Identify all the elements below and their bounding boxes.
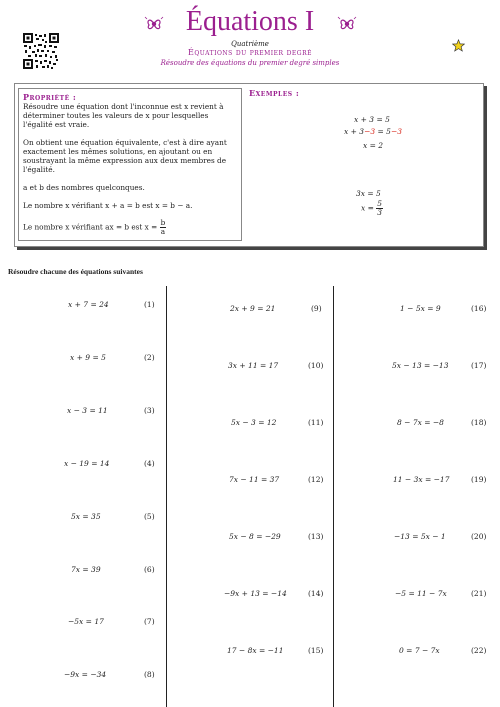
exercise-equation: 1 − 5x = 9 (400, 304, 441, 313)
exercise-equation: −9x + 13 = −14 (224, 589, 287, 598)
exercise-number: (4) (144, 459, 155, 468)
exercise-equation: 0 = 7 − 7x (399, 646, 440, 655)
exercise-number: (2) (144, 353, 155, 362)
instruction-heading: Résoudre chacune des équations suivantes (8, 267, 143, 276)
exercise-number: (13) (308, 532, 324, 541)
fraction-numerator: 5 (377, 199, 383, 208)
exercise-equation: 5x = 35 (71, 512, 101, 521)
objective: Résoudre des équations du premier degré simples (160, 59, 340, 67)
column-divider (333, 286, 334, 707)
subtitle: Équations du premier degré (187, 48, 312, 57)
column-divider (166, 286, 167, 707)
exercise-number: (3) (144, 406, 155, 415)
property-paragraph-3: a et b des nombres quelconques. (23, 183, 145, 192)
exercise-number: (11) (308, 418, 324, 427)
example2-prefix: x = (361, 203, 374, 213)
exercise-number: (7) (144, 617, 155, 626)
example1-lhs: x + 3 (344, 127, 365, 136)
property-rule-multiplication (23, 219, 237, 236)
rule-prefix: Le nombre x vérifiant ax = b est x = (23, 222, 158, 232)
exercise-number: (10) (308, 361, 324, 370)
exercise-number: (8) (144, 670, 155, 679)
exercise-equation: 7x − 11 = 37 (229, 475, 280, 484)
flower-ornament-icon (337, 15, 357, 37)
exercise-equation: x − 3 = 11 (67, 406, 108, 415)
level-label: Quatrième (231, 40, 269, 48)
exercise-number: (19) (471, 475, 487, 484)
example1-rhs: = 5 (375, 127, 391, 136)
property-box (18, 88, 242, 241)
exercise-equation: 5x − 3 = 12 (231, 418, 277, 427)
exercise-number: (15) (308, 646, 324, 655)
exercise-equation: 5x − 8 = −29 (229, 532, 281, 541)
fraction-denominator: a (160, 227, 166, 236)
exercise-equation: 3x + 11 = 17 (228, 361, 279, 370)
fraction-b-over-a (160, 219, 167, 236)
exercise-number: (9) (311, 304, 322, 313)
exercise-equation: x − 19 = 14 (64, 459, 110, 468)
exercise-number: (6) (144, 565, 155, 574)
fraction-numerator: b (160, 218, 166, 227)
exercise-equation: −5x = 17 (68, 617, 104, 626)
exercise-equation: 5x − 13 = −13 (392, 361, 449, 370)
exercise-number: (20) (471, 532, 487, 541)
exercise-equation: −13 = 5x − 1 (394, 532, 446, 541)
exercise-number: (14) (308, 589, 324, 598)
exercise-equation: −5 = 11 − 7x (395, 589, 447, 598)
example1-line3: x = 2 (363, 141, 384, 150)
property-rule-addition: Le nombre x vérifiant x + a = b est x = b − a. (23, 201, 193, 210)
exercise-equation: x + 9 = 5 (70, 353, 106, 362)
property-paragraph-1: Résoudre une équation dont l'inconnue est x revient à déterminer toutes les valeurs de x pour lesquelles l'égalité est vraie. (23, 102, 224, 129)
exercise-equation: 7x = 39 (71, 565, 101, 574)
example1-subtract-left: −3 (364, 127, 376, 136)
exercise-equation: 2x + 9 = 21 (230, 304, 276, 313)
exercise-equation: x + 7 = 24 (68, 300, 109, 309)
example1-line2 (344, 127, 402, 136)
property-heading: Propriété : (23, 92, 77, 102)
example1-line1: x + 3 = 5 (354, 115, 390, 124)
exercise-equation: 11 − 3x = −17 (393, 475, 450, 484)
examples-heading: Exemples : (249, 88, 300, 98)
exercise-number: (16) (471, 304, 487, 313)
example2-line2 (361, 200, 383, 217)
example2-line1: 3x = 5 (356, 189, 381, 198)
example1-subtract-right: −3 (390, 127, 403, 136)
exercise-number: (5) (144, 512, 155, 521)
exercise-number: (22) (471, 646, 487, 655)
property-paragraph-2: On obtient une équation équivalente, c'est à dire ayant exactement les mêmes solutions, en ajoutant ou en soustrayant la même expression aux deux membres de l'égalité. (23, 138, 227, 174)
exercise-number: (1) (144, 300, 155, 309)
exercise-equation: 8 − 7x = −8 (397, 418, 444, 427)
exercise-number: (18) (471, 418, 487, 427)
fraction-denominator: 3 (377, 208, 383, 217)
exercise-equation: 17 − 8x = −11 (227, 646, 284, 655)
page-title: Équations I (185, 6, 315, 37)
fraction-5-over-3 (376, 200, 383, 217)
exercise-equation: −9x = −34 (64, 670, 107, 679)
exercise-number: (17) (471, 361, 487, 370)
exercise-number: (21) (471, 589, 487, 598)
exercise-number: (12) (308, 475, 324, 484)
